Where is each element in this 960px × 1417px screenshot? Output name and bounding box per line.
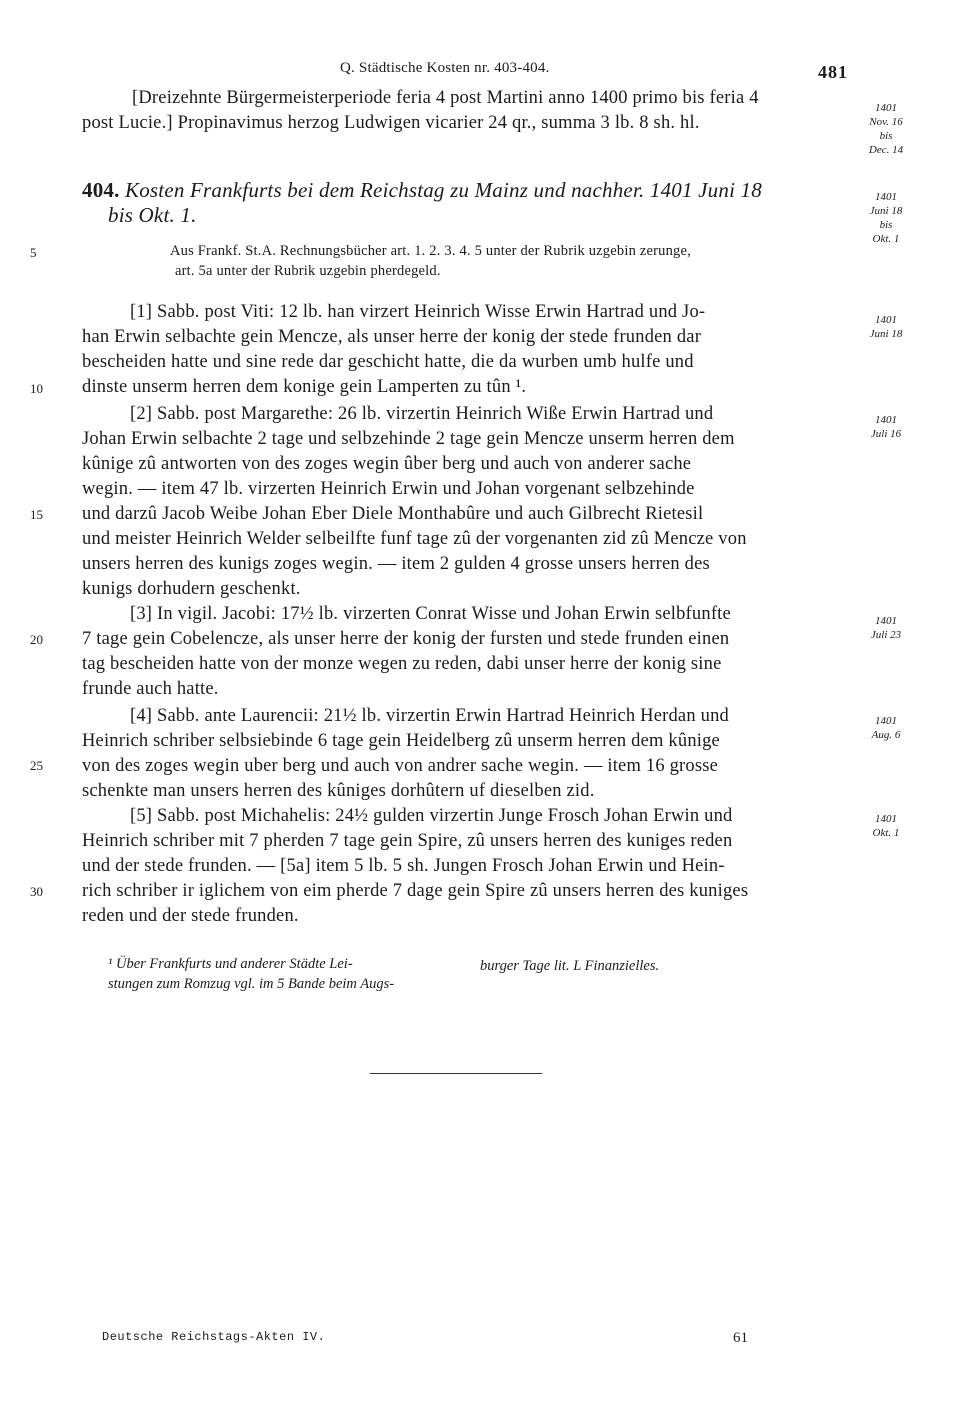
margin-date: 1401 Juli 23: [870, 615, 902, 641]
line-number: 5: [30, 245, 37, 260]
body-line: [2] Sabb. post Margarethe: 26 lb. virzertin Heinrich Wiße Erwin Hartrad und: [130, 404, 714, 424]
margin-date: 1401 Aug. 6: [871, 715, 901, 741]
margin-date: 1401 Juni 18 bis Okt. 1: [869, 191, 903, 245]
body-line: kunigs dorhudern geschenkt.: [82, 579, 301, 599]
body-line: und der stede frunden. — [5a] item 5 lb. 5 sh. Jungen Frosch Johan Erwin und Hein-: [82, 856, 725, 876]
footer-series-title: Deutsche Reichstags-Akten IV.: [102, 1330, 326, 1344]
page-number: 481: [818, 62, 848, 82]
body-line: frunde auch hatte.: [82, 679, 219, 699]
body-line: [4] Sabb. ante Laurencii: 21½ lb. virzertin Erwin Hartrad Heinrich Herdan und: [130, 706, 729, 726]
body-line: dinste unserm herren dem konige gein Lamperten zu tûn ¹.: [82, 377, 527, 397]
body-line: und darzû Jacob Weibe Johan Eber Diele Monthabûre und auch Gilbrecht Rietesil: [82, 504, 704, 524]
margin-date: 1401 Juni 18: [869, 314, 903, 340]
body-line: kûnige zû antworten von des zoges wegin ûber berg und auch von anderer sache: [82, 454, 692, 474]
body-line: schenkte man unsers herren des kûniges dorhûtern uf dieselben zid.: [82, 781, 595, 801]
body-line: rich schriber ir iglichem von eim pherde 7 dage gein Spire zû unsers herren des kuniges: [82, 881, 749, 901]
body-line: Johan Erwin selbachte 2 tage und selbzehinde 2 tage gein Mencze unserm herren dem: [82, 429, 735, 449]
body-line: unsers herren des kunigs zoges wegin. — item 2 gulden 4 grosse unsers herren des: [82, 554, 710, 574]
separator-rule: [370, 1073, 542, 1074]
running-header: Q. Städtische Kosten nr. 403-404.: [340, 60, 550, 76]
body-line: wegin. — item 47 lb. virzerten Heinrich Erwin und Johan vorgenant selbzehinde: [82, 479, 695, 499]
section-title-cont: bis Okt. 1.: [108, 203, 197, 227]
body-line: und meister Heinrich Welder selbeilfte funf tage zû der vorgenanten zid zû Mencze von: [82, 529, 747, 549]
body-line: [3] In vigil. Jacobi: 17½ lb. virzerten Conrat Wisse und Johan Erwin selbfunfte: [130, 604, 731, 624]
margin-date: 1401 Juli 16: [870, 414, 902, 440]
footnote-left-1: ¹ Über Frankfurts und anderer Städte Lei-: [108, 956, 353, 972]
footer-signature: 61: [733, 1330, 748, 1346]
margin-date: 1401 Nov. 16 bis Dec. 14: [868, 102, 904, 156]
source-note-1: Aus Frankf. St.A. Rechnungsbücher art. 1. 2. 3. 4. 5 unter der Rubrik uzgebin zerunge,: [170, 243, 691, 259]
body-line: von des zoges wegin uber berg und auch von andrer sache wegin. — item 16 grosse: [82, 756, 719, 776]
body-line: [5] Sabb. post Michahelis: 24½ gulden virzertin Junge Frosch Johan Erwin und: [130, 806, 733, 826]
section-title: Kosten Frankfurts bei dem Reichstag zu Mainz und nachher. 1401 Juni 18: [125, 178, 762, 202]
footnote-left-2: stungen zum Romzug vgl. im 5 Bande beim Augs-: [108, 976, 395, 992]
body-line: Heinrich schriber mit 7 pherden 7 tage gein Spire, zû unsers herren des kuniges reden: [82, 831, 733, 851]
intro-line-2: post Lucie.] Propinavimus herzog Ludwigen vicarier 24 qr., summa 3 lb. 8 sh. hl.: [82, 113, 700, 133]
body-line: bescheiden hatte und sine rede dar geschicht hatte, die da wurben umb hulfe und: [82, 352, 694, 372]
body-line: 7 tage gein Cobelencze, als unser herre der konig der fursten und stede frunden einen: [82, 629, 730, 649]
body-line: tag bescheiden hatte von der monze wegen zu reden, dabi unser herre der konig sine: [82, 654, 722, 674]
section-heading: [82, 178, 762, 203]
body-line: [1] Sabb. post Viti: 12 lb. han virzert Heinrich Wisse Erwin Hartrad und Jo-: [130, 302, 706, 322]
line-number: 10: [30, 381, 43, 396]
body-line: reden und der stede frunden.: [82, 906, 299, 926]
line-number: 25: [30, 758, 43, 773]
line-number: 15: [30, 507, 43, 522]
source-note-2: art. 5a unter der Rubrik uzgebin pherdegeld.: [175, 263, 441, 279]
intro-line-1: [Dreizehnte Bürgermeisterperiode feria 4 post Martini anno 1400 primo bis feria 4: [132, 88, 759, 108]
body-line: Heinrich schriber selbsiebinde 6 tage gein Heidelberg zû unserm herren dem kûnige: [82, 731, 720, 751]
line-number: 30: [30, 884, 43, 899]
margin-date: 1401 Okt. 1: [872, 813, 900, 839]
body-line: han Erwin selbachte gein Mencze, als unser herre der konig der stede frunden dar: [82, 327, 702, 347]
line-number: 20: [30, 632, 43, 647]
footnote-right-1: burger Tage lit. L Finanzielles.: [480, 958, 660, 974]
section-number: 404.: [82, 178, 120, 202]
